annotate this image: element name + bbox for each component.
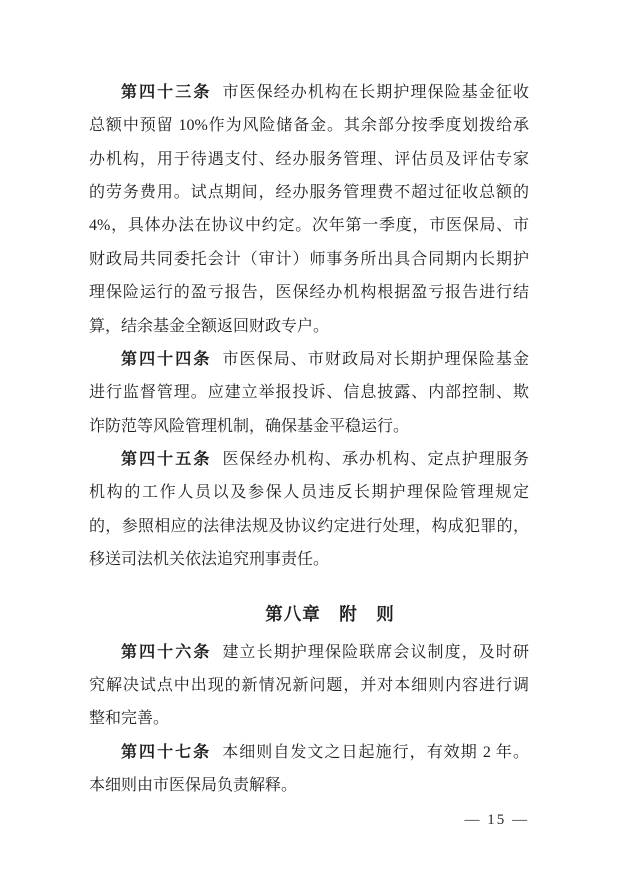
text-line: 办机构，用于待遇支付、经办服务管理、评估员及评估专家 xyxy=(89,150,529,168)
chapter-heading: 第八章 附 则 xyxy=(265,604,395,625)
article-paragraph-43 xyxy=(89,76,529,343)
page-number: — 15 — xyxy=(464,811,529,828)
text-line: 整和完善。 xyxy=(89,710,170,728)
article-paragraph-44 xyxy=(89,343,529,443)
article-number: 第四十五条 xyxy=(121,450,212,468)
article-number: 第四十三条 xyxy=(121,84,212,101)
text-line xyxy=(89,636,529,669)
text-line xyxy=(89,343,529,376)
text-line xyxy=(89,76,529,109)
text-line xyxy=(89,443,529,476)
text-line: 进行监督管理。应建立举报投诉、信息披露、内部控制、欺 xyxy=(89,384,529,402)
text-line: 机构的工作人员以及参保人员违反长期护理保险管理规定 xyxy=(89,484,529,502)
article-number: 第四十七条 xyxy=(121,743,212,761)
article-paragraph-45 xyxy=(89,443,529,576)
text-block xyxy=(89,76,529,830)
article-text: 本细则自发文之日起施行，有效期 2 年。 xyxy=(222,743,529,761)
article-number: 第四十四条 xyxy=(121,350,212,368)
text-line: 总额中预留 10%作为风险储备金。其余部分按季度划拨给承 xyxy=(89,117,529,135)
text-line: 算，结余基金全额返回财政专户。 xyxy=(89,317,330,335)
text-line: 4%，具体办法在协议中约定。次年第一季度，市医保局、市 xyxy=(89,217,529,235)
article-text: 市医保局、市财政局对长期护理保险基金 xyxy=(222,350,529,368)
article-text: 医保经办机构、承办机构、定点护理服务 xyxy=(222,450,529,468)
article-number: 第四十六条 xyxy=(121,643,212,661)
article-text: 市医保经办机构在长期护理保险基金征收 xyxy=(222,84,529,101)
article-paragraph-46 xyxy=(89,636,529,736)
text-line: 理保险运行的盈亏报告，医保经办机构根据盈亏报告进行结 xyxy=(89,284,529,302)
text-line: 移送司法机关依法追究刑事责任。 xyxy=(89,551,330,569)
text-line: 究解决试点中出现的新情况新问题，并对本细则内容进行调 xyxy=(89,677,529,695)
text-line: 诈防范等风险管理机制，确保基金平稳运行。 xyxy=(89,417,410,435)
article-paragraph-47 xyxy=(89,736,529,803)
text-line: 的劳务费用。试点期间，经办服务管理费不超过征收总额的 xyxy=(89,184,529,202)
text-line: 的，参照相应的法律法规及协议约定进行处理，构成犯罪的， xyxy=(89,517,529,535)
text-line: 财政局共同委托会计（审计）师事务所出具合同期内长期护 xyxy=(89,250,529,268)
text-line xyxy=(89,736,529,769)
article-text: 建立长期护理保险联席会议制度，及时研 xyxy=(222,643,529,661)
text-line: 本细则由市医保局负责解释。 xyxy=(89,777,298,795)
